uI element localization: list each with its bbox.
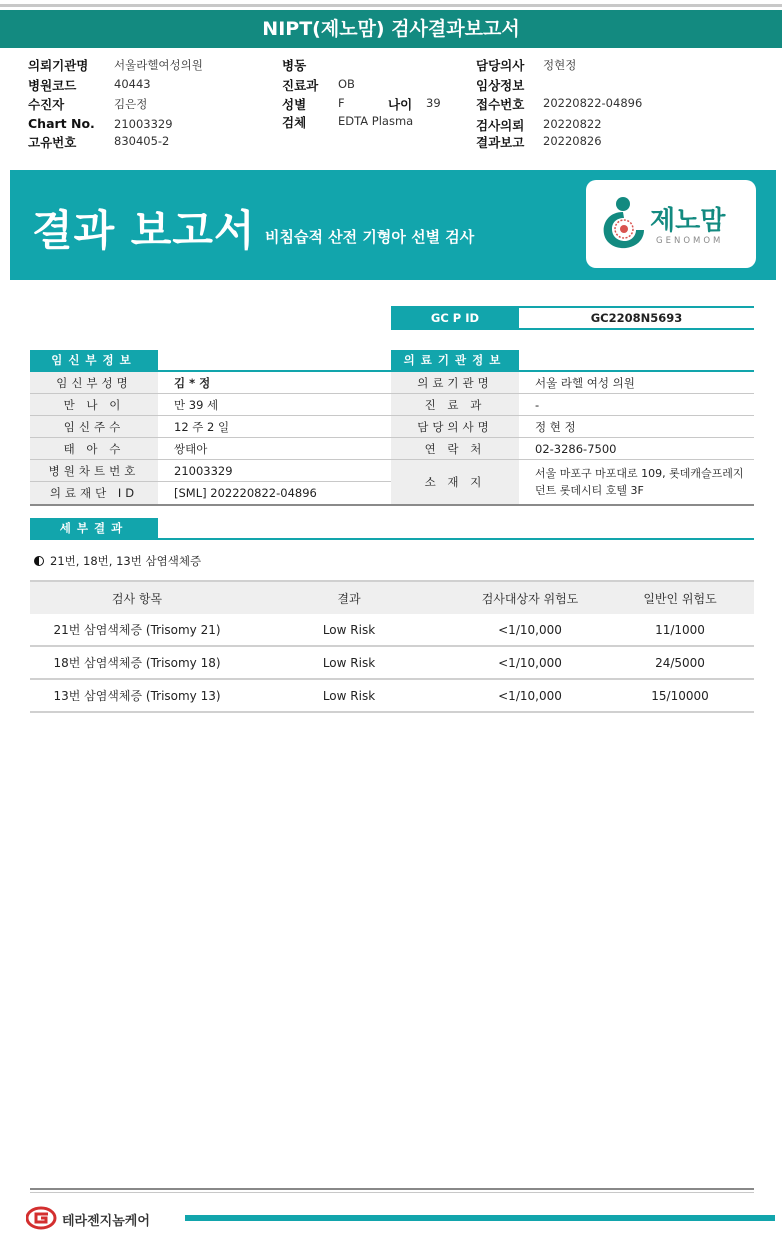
meta-label: 담당의사 [476, 58, 525, 73]
table-row [391, 438, 754, 460]
detail-section-header [30, 518, 754, 540]
general-risk: 15/10000 [651, 688, 709, 703]
meta-label: 임상정보 [476, 78, 525, 93]
half-circle-icon [34, 556, 44, 566]
meta-label: 나이 [388, 97, 413, 112]
meta-label: 검사의뢰 [476, 118, 525, 133]
meta-value: 830405-2 [114, 134, 170, 148]
address-line-1: 서울 마포구 마포대로 109, 롯데캐슬프레지 [535, 467, 744, 480]
subject-risk: <1/10,000 [498, 688, 562, 703]
test-result: Low Risk [322, 655, 376, 670]
detail-note-text: 21번, 18번, 13번 삼염색체증 [50, 554, 202, 568]
meta-value: 서울라헬여성의원 [114, 58, 203, 72]
column-header: 결과 [337, 591, 361, 606]
meta-value: F [338, 96, 345, 110]
test-item: 18번 삼염색체증 (Trisomy 18) [53, 656, 221, 670]
meta-value: 김은정 [114, 97, 148, 111]
patient-section-title: 임신부정보 [30, 350, 158, 370]
table-row [391, 416, 754, 438]
gcpid-label: GC P ID [391, 308, 519, 328]
meta-label: 의뢰기관명 [28, 58, 89, 73]
meta-value: 20220822 [543, 117, 602, 131]
meta-label: 병동 [282, 58, 307, 73]
row-key: 의료기관명 [391, 372, 519, 393]
row-value: [SML] 202220822-04896 [174, 486, 317, 500]
row-key: 연 락 처 [391, 438, 519, 459]
row-key: 만 나 이 [30, 394, 158, 415]
meta-label: 접수번호 [476, 97, 525, 112]
general-risk: 11/1000 [655, 622, 705, 637]
detail-section-title: 세부결과 [30, 518, 158, 538]
general-risk: 24/5000 [655, 655, 705, 670]
meta-value: 40443 [114, 77, 151, 91]
meta-label: 수진자 [28, 97, 65, 112]
address-line-2: 던트 롯데시티 호텔 3F [535, 484, 644, 497]
table-row [30, 394, 391, 416]
table-row [30, 438, 391, 460]
meta-label: 고유번호 [28, 135, 77, 150]
footer-rule [30, 1188, 754, 1190]
meta-label: 검체 [282, 115, 307, 130]
meta-value: EDTA Plasma [338, 114, 414, 128]
row-value: 김 * 정 [174, 375, 211, 390]
company-logo [26, 1206, 176, 1230]
test-result: Low Risk [322, 688, 376, 703]
meta-label: 병원코드 [28, 78, 77, 93]
row-value [535, 460, 744, 504]
gcpid-value: GC2208N5693 [590, 311, 683, 325]
table-row [391, 394, 754, 416]
company-name: 테라젠지놈케어 [62, 1214, 150, 1229]
row-key: 임신부성명 [30, 372, 158, 393]
meta-label: 결과보고 [476, 135, 525, 150]
column-header: 검사 항목 [111, 591, 163, 606]
row-value: 12 주 2 일 [174, 419, 230, 434]
institution-info-table [391, 372, 754, 506]
table-row [30, 680, 754, 713]
meta-value: 정현정 [543, 58, 577, 72]
table-row [391, 372, 754, 394]
meta-value: 21003329 [114, 117, 173, 131]
report-banner [10, 170, 776, 280]
test-result: Low Risk [322, 622, 376, 637]
table-row [30, 647, 754, 680]
logo-subtext: GENOMOM [656, 236, 724, 246]
results-table-header [30, 580, 754, 614]
meta-label: 진료과 [282, 78, 319, 93]
patient-info-table [30, 372, 391, 506]
test-item: 13번 삼염색체증 (Trisomy 13) [53, 689, 221, 703]
column-header: 일반인 위험도 [643, 591, 717, 606]
genomom-mother-icon [600, 196, 646, 250]
row-key: 소 재 지 [391, 460, 519, 504]
meta-info [0, 54, 782, 154]
meta-value: OB [338, 77, 355, 91]
meta-label: 성별 [282, 97, 307, 112]
test-item: 21번 삼염색체증 (Trisomy 21) [53, 623, 221, 637]
row-value: 서울 라헬 여성 의원 [535, 375, 635, 390]
table-row [30, 416, 391, 438]
row-value: 02-3286-7500 [535, 441, 617, 456]
row-value: 쌍태아 [174, 441, 208, 456]
row-value: - [535, 397, 540, 412]
table-row [30, 460, 391, 482]
meta-value: 20220822-04896 [543, 96, 643, 110]
banner-title: 결과 보고서 [32, 206, 256, 255]
row-key: 태 아 수 [30, 438, 158, 459]
row-key: 진 료 과 [391, 394, 519, 415]
row-key: 임신주수 [30, 416, 158, 437]
logo-text: 제노맘 [650, 206, 726, 236]
institution-section-header [391, 350, 754, 372]
banner-subtitle: 비침습적 산전 기형아 선별 검사 [265, 228, 475, 246]
subject-risk: <1/10,000 [498, 622, 562, 637]
table-row [30, 372, 391, 394]
patient-section-header [30, 350, 391, 372]
row-value: 정 현 정 [535, 419, 576, 434]
footer-bar [185, 1215, 775, 1221]
detail-note [34, 553, 201, 569]
company-mark-icon [26, 1206, 58, 1230]
report-title: NIPT(제노맘) 검사결과보고서 [0, 10, 782, 48]
row-value: 만 39 세 [174, 397, 219, 412]
meta-value: 39 [426, 96, 441, 110]
row-key: 의료재단 ID [30, 482, 158, 504]
footer-rule [30, 1192, 754, 1193]
subject-risk: <1/10,000 [498, 655, 562, 670]
row-value: 21003329 [174, 463, 233, 478]
row-key: 담당의사명 [391, 416, 519, 437]
meta-label: Chart No. [28, 116, 95, 131]
genomom-logo [586, 180, 756, 268]
institution-section-title: 의료기관정보 [391, 350, 519, 370]
gcpid-box [391, 306, 754, 330]
meta-value: 20220826 [543, 134, 602, 148]
column-header: 검사대상자 위험도 [481, 591, 579, 606]
table-row [391, 460, 754, 504]
top-rule [0, 4, 782, 7]
row-key: 병원차트번호 [30, 460, 158, 481]
table-row [30, 482, 391, 504]
table-row [30, 614, 754, 647]
